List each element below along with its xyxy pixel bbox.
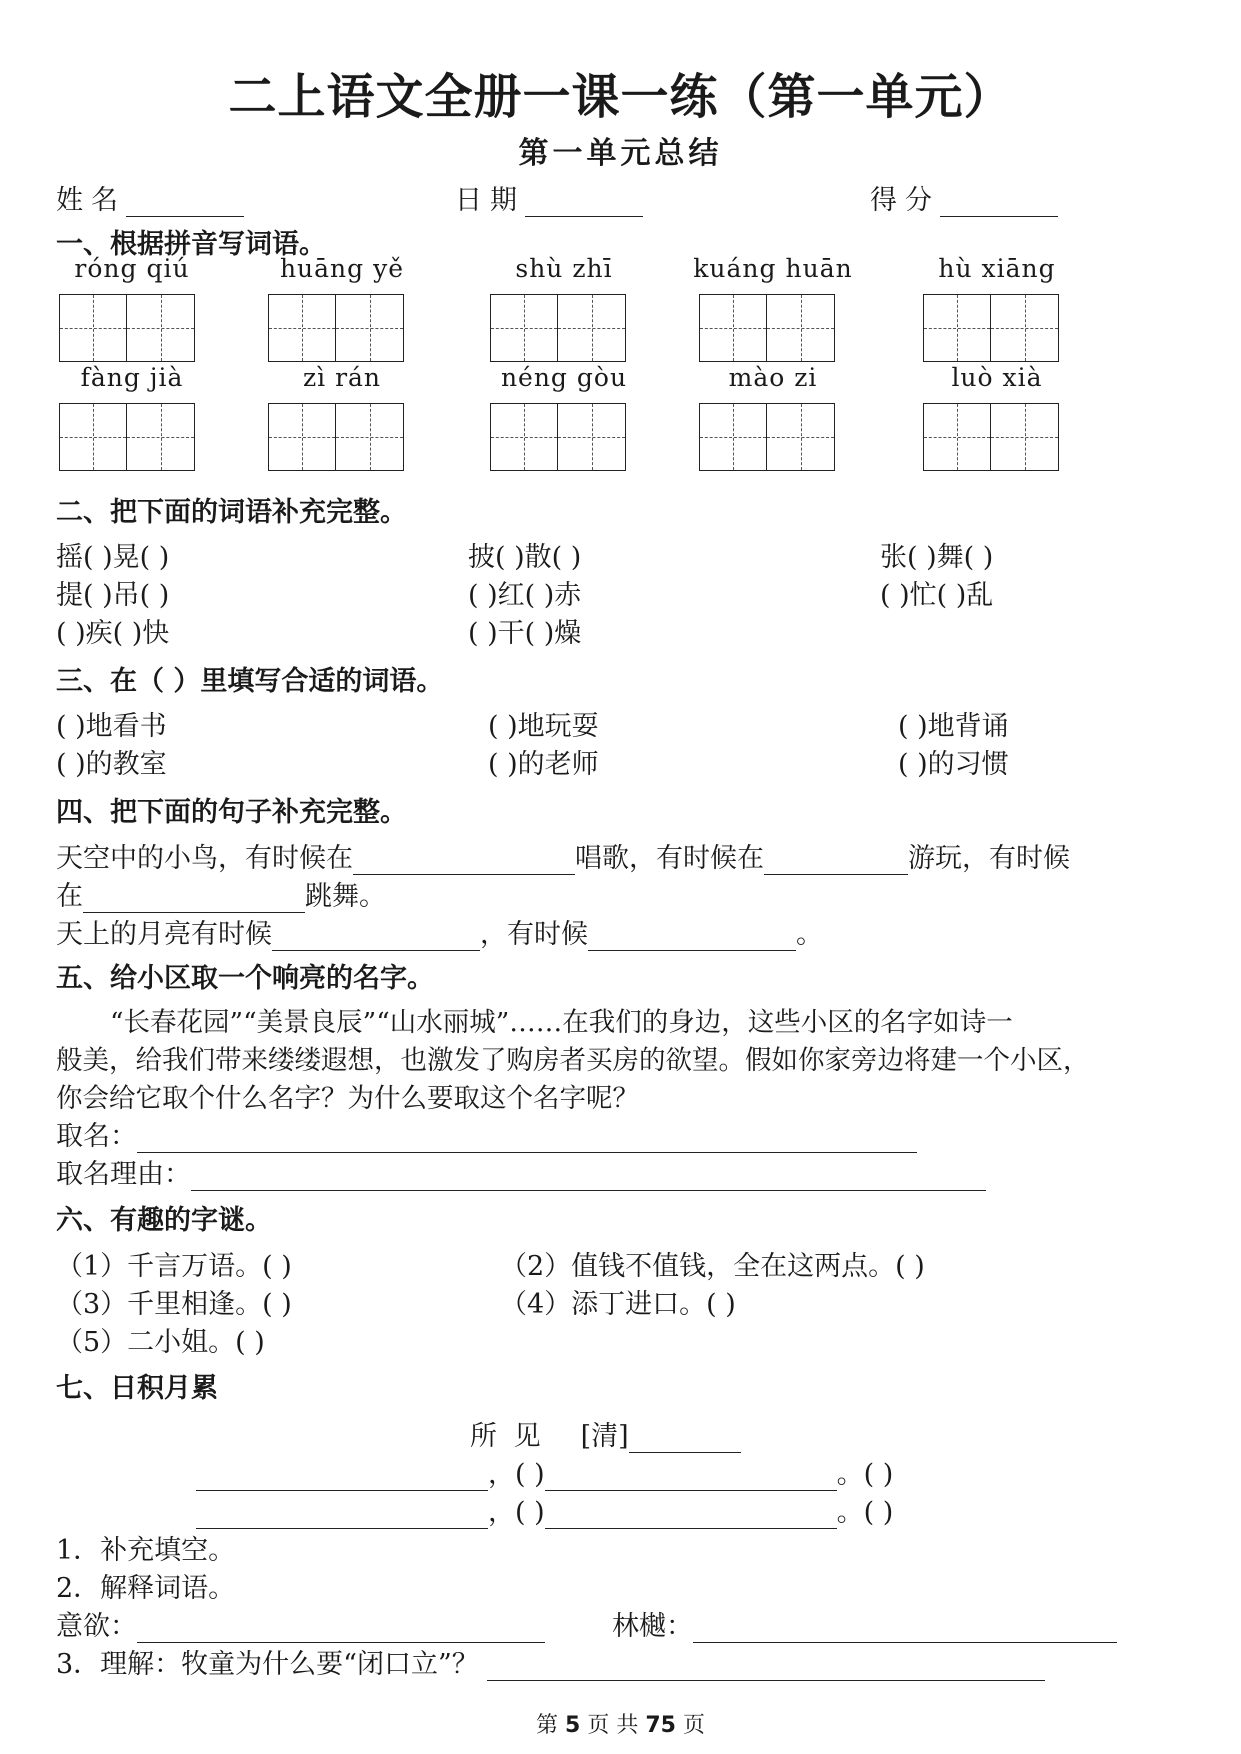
writing-grid[interactable] [699,294,835,362]
name-field [56,178,244,217]
sentence-line [56,874,386,913]
score-blank[interactable] [940,216,1058,217]
score-label: 得分 [870,185,940,216]
writing-grid[interactable] [923,294,1059,362]
fill-item: ( )地看书 [56,711,167,742]
paragraph-line: 般美，给我们带来缕缕遐想，也激发了购房者买房的欲望。假如你家旁边将建一个小区， [56,1045,1090,1076]
sentence-line [56,912,823,951]
answer-blank[interactable] [588,950,796,951]
poem-heading [470,1414,741,1453]
question-3-text: 3．理解：牧童为什么要“闭口立”？ [56,1649,479,1680]
writing-grid[interactable] [59,403,195,471]
page-footer [0,1708,1241,1739]
sentence-text: 天空中的小鸟，有时候在 [56,843,353,874]
section-6-heading: 六、有趣的字谜。 [56,1205,272,1236]
sentence-text: 。 [796,919,823,950]
footer-text: 页 [682,1713,705,1738]
date-blank[interactable] [525,216,643,217]
section-3-heading: 三、在（ ）里填写合适的词语。 [56,666,444,697]
reason-answer [56,1152,986,1191]
linyue-answer [612,1604,1117,1643]
riddle-item: （2）值钱不值钱，全在这两点。( ) [500,1251,925,1282]
writing-grid[interactable] [59,294,195,362]
paragraph-line: “长春花园”“美景良辰”“山水丽城”……在我们的身边，这些小区的名字如诗一 [110,1007,1013,1038]
name-label: 姓名 [56,185,126,216]
writing-grid[interactable] [923,403,1059,471]
poem-line [196,1452,893,1491]
sentence-text: 游玩，有时候 [908,843,1070,874]
poem-mark: ，( ) [488,1459,545,1490]
page-total: 75 [645,1713,676,1738]
fill-item: ( )疾( )快 [56,618,170,649]
poem-dynasty: [清] [580,1421,629,1452]
fill-item: ( )干( )燥 [468,618,582,649]
answer-label: 林樾： [612,1611,693,1642]
name-blank[interactable] [126,216,244,217]
page-subtitle: 第一单元总结 [518,136,723,171]
question-2: 2．解释词语。 [56,1573,236,1604]
pinyin-label: kuáng huān [693,254,853,283]
section-7-heading: 七、日积月累 [56,1373,218,1404]
riddle-item: （3）千里相逢。( ) [56,1289,292,1320]
writing-grid[interactable] [490,403,626,471]
section-4-heading: 四、把下面的句子补充完整。 [56,797,407,828]
section-2-heading: 二、把下面的词语补充完整。 [56,497,407,528]
poem-blank[interactable] [196,1528,488,1529]
sentence-text: 唱歌，有时候在 [575,843,764,874]
writing-grid[interactable] [490,294,626,362]
footer-text: 页 共 [587,1713,639,1738]
section-5-heading: 五、给小区取一个响亮的名字。 [56,963,434,994]
poem-mark: ，( ) [488,1497,545,1528]
answer-label: 取名理由： [56,1159,191,1190]
score-field [870,178,1058,217]
sentence-line [56,836,1070,875]
poem-blank[interactable] [545,1528,837,1529]
pinyin-label: fàng jià [80,363,184,392]
fill-item: ( )的教室 [56,749,167,780]
pinyin-label: huāng yě [279,254,405,283]
date-field [455,178,643,217]
yiyu-answer [56,1604,545,1643]
answer-blank[interactable] [487,1680,1045,1681]
writing-grid[interactable] [268,403,404,471]
fill-item: ( )地背诵 [898,711,1009,742]
poem-mark: 。( ) [836,1497,894,1528]
sentence-text: 天上的月亮有时候 [56,919,272,950]
question-1: 1．补充填空。 [56,1535,236,1566]
pinyin-label: zì rán [302,363,382,392]
poem-title: 所 见 [470,1421,545,1452]
riddle-item: （1）千言万语。( ) [56,1251,292,1282]
fill-item: ( )红( )赤 [468,580,582,611]
answer-label: 取名： [56,1121,137,1152]
answer-blank[interactable] [191,1190,986,1191]
name-answer [56,1114,917,1153]
answer-blank[interactable] [764,874,908,875]
sentence-text: ，有时候 [480,919,588,950]
section-1-heading: 一、根据拼音写词语。 [56,229,326,260]
riddle-item: （5）二小姐。( ) [56,1327,265,1358]
poem-mark: 。( ) [836,1459,894,1490]
answer-blank[interactable] [353,874,575,875]
sentence-text: 在 [56,881,83,912]
footer-text: 第 [536,1713,559,1738]
pinyin-label: néng gòu [500,363,628,392]
answer-label: 意欲： [56,1611,137,1642]
fill-item: ( )的习惯 [898,749,1009,780]
riddle-item: （4）添丁进口。( ) [500,1289,736,1320]
pinyin-label: róng qiú [74,254,190,283]
page-number: 5 [565,1713,581,1738]
pinyin-label: hù xiāng [938,254,1056,283]
answer-blank[interactable] [272,950,480,951]
pinyin-label: shù zhī [515,254,613,283]
question-3 [56,1642,1045,1681]
writing-grid[interactable] [699,403,835,471]
fill-item: 提( )吊( ) [56,580,170,611]
fill-item: ( )地玩耍 [488,711,599,742]
date-label: 日期 [455,185,525,216]
fill-item: ( )忙( )乱 [880,580,994,611]
pinyin-label: mào zi [728,363,818,392]
poem-line [196,1490,893,1529]
fill-item: 摇( )晃( ) [56,542,170,573]
fill-item: 披( )散( ) [468,542,582,573]
fill-item: ( )的老师 [488,749,599,780]
sentence-text: 跳舞。 [305,881,386,912]
fill-item: 张( )舞( ) [880,542,994,573]
page-title: 二上语文全册一课一练（第一单元） [228,69,1013,125]
pinyin-label: luò xià [951,363,1043,392]
writing-grid[interactable] [268,294,404,362]
paragraph-line: 你会给它取个什么名字？为什么要取这个名字呢？ [56,1083,639,1114]
